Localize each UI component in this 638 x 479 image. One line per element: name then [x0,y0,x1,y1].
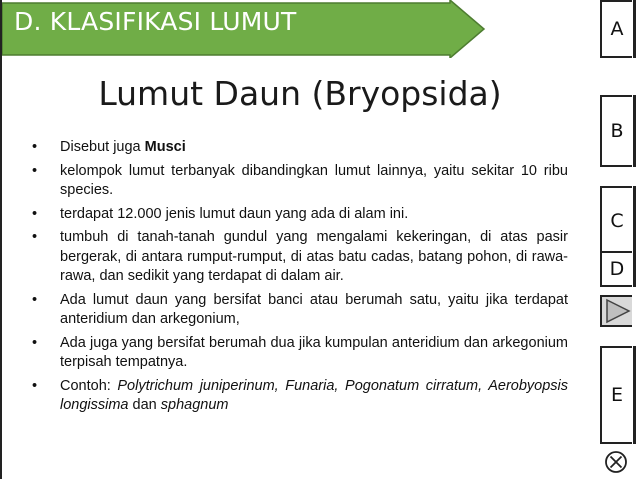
nav-button-b[interactable]: B [600,95,632,167]
list-item: • terdapat 12.000 jenis lumut daun yang ada di alam ini. [30,205,568,225]
bullet-list [30,138,568,420]
nav-button-c[interactable]: C [600,186,632,256]
bold-term: Musci [144,139,186,155]
section-banner [2,0,486,58]
nav-button-d[interactable]: D [600,251,632,287]
play-triangle-icon [602,297,632,325]
species-list: Polytrichum juniperinum, Funaria, Pogonatum cirratum, Aerobyopsis longissima [60,377,568,413]
species-last: sphagnum [160,397,229,413]
section-title: D. KLASIFIKASI LUMUT [14,7,297,36]
list-item: • Disebut juga Musci [30,138,568,158]
list-item: • Ada juga yang bersifat berumah dua jika kumpulan anteridium dan arkegonium terpisah tempatnya. [30,334,568,373]
list-item: • kelompok lumut terbanyak dibandingkan lumut lainnya, yaitu sekitar 10 ribu species. [30,162,568,201]
list-item: • Ada lumut daun yang bersifat banci atau berumah satu, yaitu jika terdapat anteridium dan arkegonium, [30,291,568,330]
nav-button-e[interactable]: E [600,346,632,444]
circle-x-icon [604,450,628,474]
list-item: • Contoh: Polytrichum juniperinum, Funaria, Pogonatum cirratum, Aerobyopsis longissima dan sphagnum [30,377,568,416]
close-button[interactable] [604,450,628,474]
left-border [0,0,2,479]
play-button[interactable] [600,295,632,327]
nav-button-a[interactable]: A [600,0,632,58]
nav-sidebar [596,0,638,479]
slide-title: Lumut Daun (Bryopsida) [98,74,502,113]
list-item: • tumbuh di tanah-tanah gundul yang mengalami kekeringan, di atas pasir bergerak, di antara rumput-rumput, di atas batu cadas, batang pohon, di rawa-rawa, dan sedikit yang terdapat di dalam air. [30,228,568,287]
